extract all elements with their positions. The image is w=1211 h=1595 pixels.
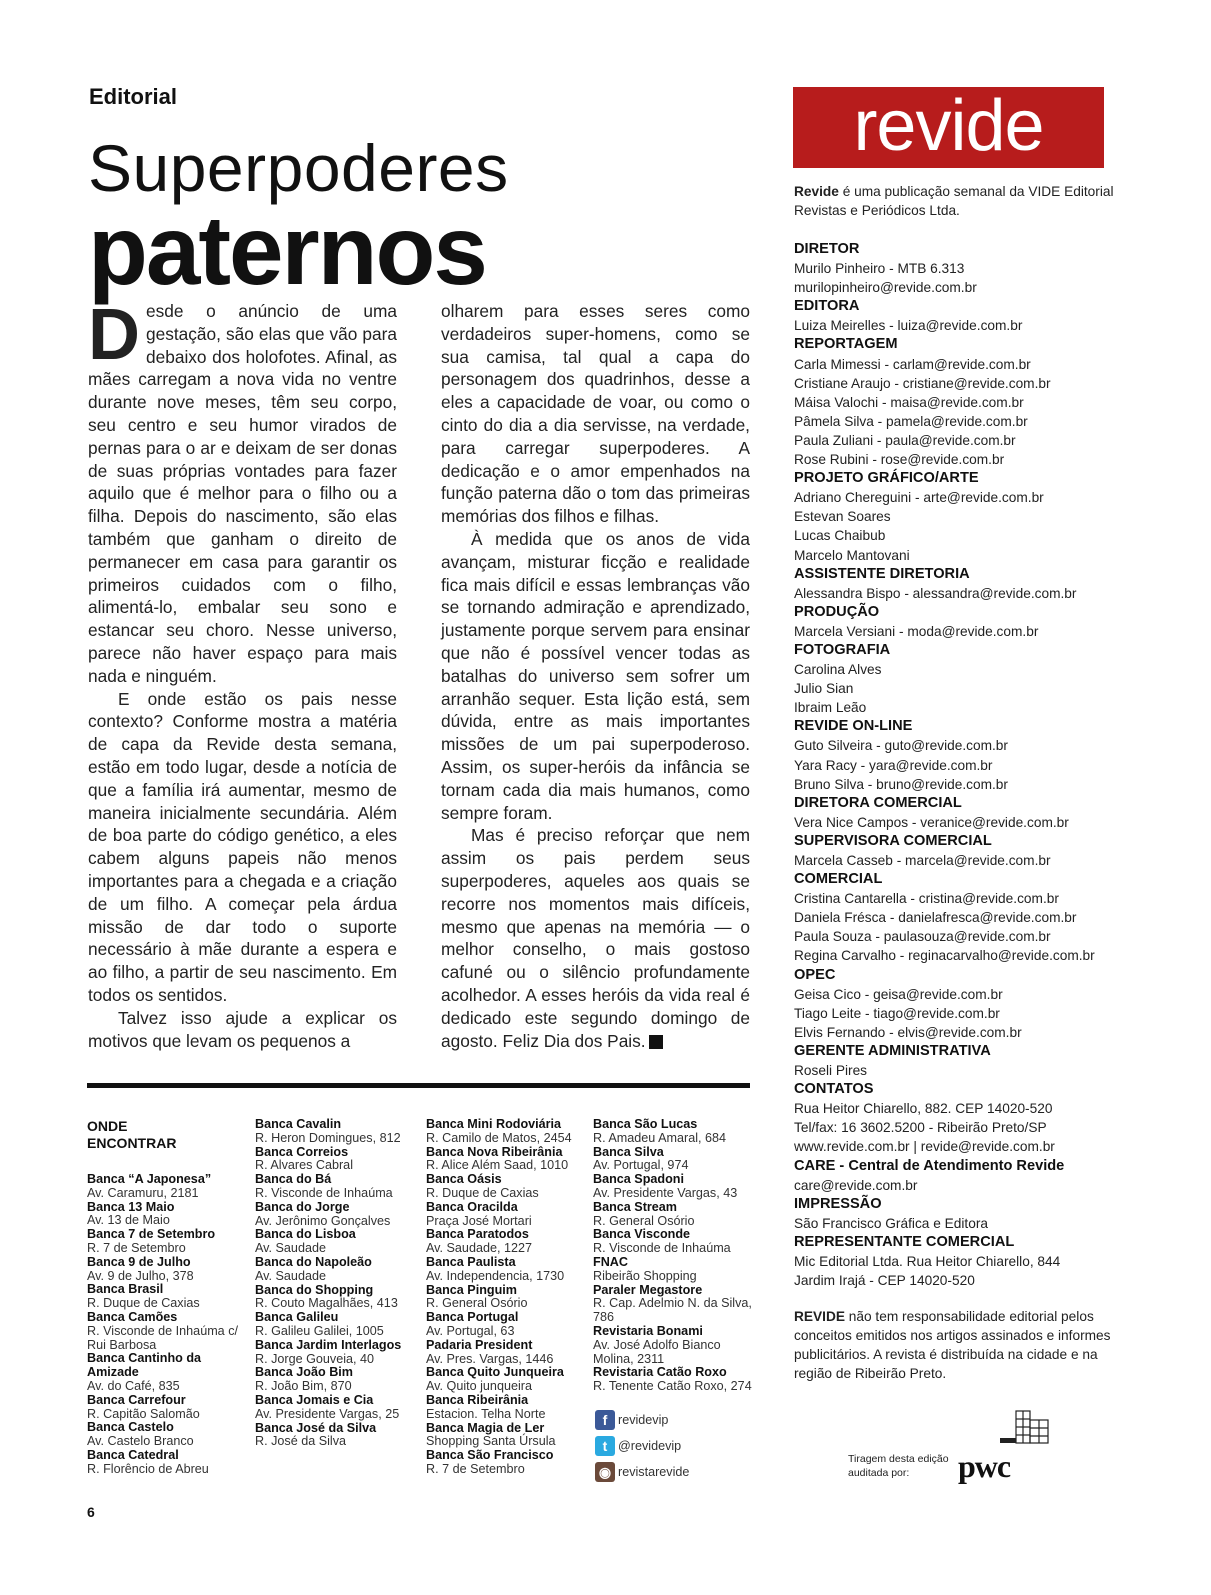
store-name: Banca Spadoni bbox=[593, 1172, 684, 1187]
instagram-icon: ◉ bbox=[595, 1462, 615, 1482]
staff-role: ASSISTENTE DIRETORIA bbox=[794, 565, 970, 582]
store-address: R. Heron Domingues, 812 bbox=[255, 1130, 401, 1145]
store-address: Av. José Adolfo Bianco Molina, 2311 bbox=[593, 1337, 721, 1366]
store-name: Banca do Bá bbox=[255, 1172, 332, 1187]
store-address: R. Visconde de Inhaúma bbox=[593, 1241, 731, 1256]
staff-entry: Rose Rubini - rose@revide.com.br bbox=[794, 452, 1005, 468]
staff-entry: Paula Zuliani - paula@revide.com.br bbox=[794, 432, 1016, 448]
store-list-column-3 bbox=[426, 1118, 586, 1477]
store-name: Banca José da Silva bbox=[255, 1420, 377, 1435]
instagram-handle[interactable]: revistarevide bbox=[618, 1465, 690, 1479]
staff-entry: murilopinheiro@revide.com.br bbox=[794, 280, 977, 296]
store-name: Banca Stream bbox=[593, 1199, 677, 1214]
staff-entry: care@revide.com.br bbox=[794, 1177, 918, 1193]
masthead-desc-text: é uma publicação semanal da VIDE Editorial Revistas e Periódicos Ltda. bbox=[794, 184, 1114, 218]
twitter-handle[interactable]: @revidevip bbox=[618, 1439, 682, 1453]
store-address: R. Visconde de Inhaúma bbox=[255, 1185, 393, 1200]
store-name: Banca Nova Ribeirânia bbox=[426, 1144, 563, 1159]
store-name: Banca Paulista bbox=[426, 1254, 516, 1269]
staff-role: PRODUÇÃO bbox=[794, 603, 880, 620]
store-name: Paraler Megastore bbox=[593, 1282, 703, 1297]
store-name: Banca Cavalin bbox=[255, 1117, 342, 1131]
store-list-column-1 bbox=[87, 1173, 247, 1477]
article-paragraph-5: À medida que os anos de vida avançam, misturar ficção e realidade fica mais difícil e essas lembranças vão se tornando admiração e aprendizado, justamente porque servem para ensinar que não é possível vencer todas as batalhas do universo sem sofrer um arranhão sequer. Esta lição está, sem dúvida, entre as mais importantes missões de um pai superpoderoso. Assim, os super-heróis da infância se tornam cada dia mais humanos, como sempre foram. bbox=[441, 528, 750, 823]
staff-entry: Yara Racy - yara@revide.com.br bbox=[794, 757, 993, 773]
staff-entry: Julio Sian bbox=[794, 681, 854, 697]
staff-entry: Regina Carvalho - reginacarvalho@revide.com.br bbox=[794, 948, 1095, 964]
staff-entry: Elvis Fernando - elvis@revide.com.br bbox=[794, 1024, 1022, 1040]
store-address: R. Florêncio de Abreu bbox=[87, 1461, 209, 1476]
store-address: Av. 9 de Julho, 378 bbox=[87, 1268, 194, 1283]
pwc-building-icon bbox=[1000, 1410, 1050, 1444]
store-name: FNAC bbox=[593, 1254, 628, 1269]
store-address: Av. Pres. Vargas, 1446 bbox=[426, 1351, 554, 1366]
store-name: Banca Pinguim bbox=[426, 1282, 517, 1297]
staff-entry: Marcela Versiani - moda@revide.com.br bbox=[794, 623, 1039, 639]
article-paragraph-3: Talvez isso ajude a explicar os motivos que levam os pequenos a bbox=[88, 1007, 397, 1051]
pwc-logo: pwc bbox=[958, 1448, 1011, 1484]
staff-role: IMPRESSÃO bbox=[794, 1195, 882, 1212]
staff-role: REVIDE ON-LINE bbox=[794, 718, 913, 735]
staff-entry: Guto Silveira - guto@revide.com.br bbox=[794, 738, 1008, 754]
store-address: R. Alice Além Saad, 1010 bbox=[426, 1158, 569, 1173]
staff-role: REPORTAGEM bbox=[794, 336, 898, 353]
store-address: Av. Jerônimo Gonçalves bbox=[255, 1213, 391, 1228]
staff-entry: Estevan Soares bbox=[794, 509, 891, 525]
store-address: R. João Bim, 870 bbox=[255, 1379, 352, 1394]
store-name: Banca Camões bbox=[87, 1309, 178, 1324]
store-address: R. Cap. Adelmio N. da Silva, 786 bbox=[593, 1296, 752, 1325]
store-address: Av. Presidente Vargas, 43 bbox=[593, 1185, 738, 1200]
store-name: Banca do Jorge bbox=[255, 1199, 350, 1214]
store-address: Av. Quito junqueira bbox=[426, 1379, 532, 1394]
store-address: R. Visconde de Inhaúma c/ Rui Barbosa bbox=[87, 1323, 238, 1352]
store-address: R. General Osório bbox=[426, 1296, 528, 1311]
staff-entry: Mic Editorial Ltda. Rua Heitor Chiarello, 844 bbox=[794, 1253, 1061, 1269]
store-name: Banca “A Japonesa” bbox=[87, 1172, 212, 1186]
staff-entry: www.revide.com.br | revide@revide.com.br bbox=[794, 1139, 1055, 1155]
store-name: Banca Jomais e Cia bbox=[255, 1392, 374, 1407]
store-name: Banca Oracilda bbox=[426, 1199, 518, 1214]
store-address: Shopping Santa Úrsula bbox=[426, 1434, 556, 1449]
staff-list bbox=[794, 240, 1124, 1290]
store-address: R. Couto Magalhães, 413 bbox=[255, 1296, 398, 1311]
staff-role: COMERCIAL bbox=[794, 871, 883, 888]
staff-entry: Marcela Casseb - marcela@revide.com.br bbox=[794, 853, 1051, 868]
staff-entry: Roseli Pires bbox=[794, 1063, 868, 1079]
store-address: R. José da Silva bbox=[255, 1434, 346, 1449]
staff-role: SUPERVISORA COMERCIAL bbox=[794, 832, 992, 849]
article-paragraph-6: Mas é preciso reforçar que nem assim os pais perdem seus superpoderes, aqueles aos quais se recorre nos momentos mais difíceis, mesmo que apenas na memória — o melhor conselho, o mais gostoso cafuné ou o silêncio profundamente acolhedor. A esses heróis da vida real é dedicado este segundo domingo de agosto. Feliz Dia dos Pais. bbox=[441, 825, 750, 1051]
store-name: Banca 13 Maio bbox=[87, 1199, 175, 1214]
revide-logo-text: revide bbox=[853, 86, 1044, 166]
staff-role: EDITORA bbox=[794, 298, 860, 315]
masthead-description bbox=[794, 182, 1114, 220]
store-name: Revistaria Catão Roxo bbox=[593, 1365, 727, 1380]
staff-entry: Jardim Irajá - CEP 14020-520 bbox=[794, 1273, 975, 1289]
store-name: Banca Visconde bbox=[593, 1227, 691, 1242]
masthead-desc-brand: Revide bbox=[794, 184, 839, 199]
staff-entry: Carla Mimessi - carlam@revide.com.br bbox=[794, 356, 1031, 372]
staff-entry: Marcelo Mantovani bbox=[794, 547, 910, 563]
store-address: R. Alvares Cabral bbox=[255, 1158, 353, 1173]
store-address: Av. Castelo Branco bbox=[87, 1434, 194, 1449]
revide-logo bbox=[793, 87, 1104, 168]
store-address: Av. 13 de Maio bbox=[87, 1213, 170, 1228]
store-name: Banca Portugal bbox=[426, 1310, 519, 1325]
store-name: Banca Castelo bbox=[87, 1420, 174, 1435]
headline-light: Superpoderes bbox=[88, 131, 509, 205]
staff-role: REPRESENTANTE COMERCIAL bbox=[794, 1233, 1015, 1250]
store-address: R. Camilo de Matos, 2454 bbox=[426, 1130, 572, 1145]
staff-entry: Tiago Leite - tiago@revide.com.br bbox=[794, 1005, 1000, 1021]
store-address: R. Capitão Salomão bbox=[87, 1406, 200, 1421]
staff-entry: Cristiane Araujo - cristiane@revide.com.br bbox=[794, 375, 1051, 391]
store-name: Banca Paratodos bbox=[426, 1227, 529, 1242]
staff-entry: São Francisco Gráfica e Editora bbox=[794, 1215, 988, 1231]
article-column-right bbox=[441, 300, 750, 1052]
staff-entry: Paula Souza - paulasouza@revide.com.br bbox=[794, 929, 1051, 945]
store-address: R. General Osório bbox=[593, 1213, 695, 1228]
staff-role: FOTOGRAFIA bbox=[794, 641, 891, 658]
facebook-icon: f bbox=[595, 1410, 615, 1430]
staff-entry: Alessandra Bispo - alessandra@revide.com.br bbox=[794, 585, 1077, 601]
article-paragraph-4: olharem para esses seres como verdadeiros super-homens, como se sua camisa, tal qual a capa do personagem dos quadrinhos, desse a eles a capacidade de voar, ou como o cinto do dia a dia servisse, na verdade, para carregar superpoderes. A dedicação e o amor empenhados na função paterna dão o tom das primeiras memórias dos filhos e filhas. bbox=[441, 301, 750, 527]
store-address: Av. Portugal, 974 bbox=[593, 1158, 689, 1173]
headline-bold: paternos bbox=[88, 195, 486, 305]
store-name: Banca Galileu bbox=[255, 1310, 339, 1325]
store-name: Banca Correios bbox=[255, 1144, 349, 1159]
staff-entry: Rua Heitor Chiarello, 882. CEP 14020-520 bbox=[794, 1101, 1053, 1117]
disclaimer-text: não tem responsabilidade editorial pelos conceitos emitidos nos artigos assinados e informes publicitários. A revista é distribuída na cidade e na região de Ribeirão Preto. bbox=[794, 1309, 1111, 1382]
staff-entry: Luiza Meirelles - luiza@revide.com.br bbox=[794, 318, 1023, 334]
twitter-icon: t bbox=[595, 1436, 615, 1456]
store-address: Praça José Mortari bbox=[426, 1213, 532, 1228]
staff-entry: Cristina Cantarella - cristina@revide.com.br bbox=[794, 891, 1059, 907]
store-list-column-2 bbox=[255, 1118, 415, 1449]
staff-entry: Ibraim Leão bbox=[794, 700, 867, 716]
article-paragraph-2: E onde estão os pais nesse contexto? Conforme mostra a matéria de capa da Revide desta semana, estão em todo lugar, desde a notícia de que a família irá aumentar, mesmo de maneira inicialmente secundária. Além de boa parte do código genético, a eles cabem alguns papeis não menos importantes para a chegada e a criação de um filho. A começar pela árdua missão de dar todo o suporte necessário à mãe durante a espera e ao filho, a partir de seu nascimento. Em todos os sentidos. bbox=[88, 688, 397, 1005]
store-address: R. Jorge Gouveia, 40 bbox=[255, 1351, 375, 1366]
store-address: R. Duque de Caxias bbox=[426, 1185, 539, 1200]
staff-entry: Murilo Pinheiro - MTB 6.313 bbox=[794, 261, 965, 277]
store-address: Av. Presidente Vargas, 25 bbox=[255, 1406, 400, 1421]
store-name: Banca Mini Rodoviária bbox=[426, 1117, 562, 1131]
staff-entry: Adriano Chereguini - arte@revide.com.br bbox=[794, 490, 1044, 506]
where-to-find-title: ONDE ENCONTRAR bbox=[87, 1118, 177, 1151]
store-list-column-4 bbox=[593, 1118, 753, 1394]
store-name: Revistaria Bonami bbox=[593, 1323, 703, 1338]
store-address: Av. Portugal, 63 bbox=[426, 1323, 515, 1338]
staff-role: OPEC bbox=[794, 966, 836, 983]
store-address: Ribeirão Shopping bbox=[593, 1268, 697, 1283]
store-name: Padaria President bbox=[426, 1337, 533, 1352]
disclaimer bbox=[794, 1307, 1114, 1383]
dropcap: D bbox=[88, 295, 140, 375]
store-address: R. Tenente Catão Roxo, 274 bbox=[593, 1379, 752, 1394]
staff-entry: Pâmela Silva - pamela@revide.com.br bbox=[794, 413, 1028, 429]
disclaimer-brand: REVIDE bbox=[794, 1309, 845, 1324]
store-name: Banca João Bim bbox=[255, 1365, 353, 1380]
store-name: Banca Catedral bbox=[87, 1447, 179, 1462]
store-name: Banca São Lucas bbox=[593, 1117, 698, 1131]
staff-role: DIRETORA COMERCIAL bbox=[794, 794, 962, 811]
store-name: Banca Ribeirânia bbox=[426, 1392, 529, 1407]
staff-entry: Máisa Valochi - maisa@revide.com.br bbox=[794, 394, 1024, 410]
store-address: R. 7 de Setembro bbox=[87, 1240, 186, 1255]
facebook-handle[interactable]: revidevip bbox=[618, 1413, 669, 1427]
staff-entry: Lucas Chaibub bbox=[794, 528, 886, 544]
store-name: Banca Brasil bbox=[87, 1282, 164, 1297]
social-facebook[interactable] bbox=[595, 1410, 668, 1430]
section-divider bbox=[87, 1083, 750, 1088]
staff-entry: Tel/fax: 16 3602.5200 - Ribeirão Preto/SP bbox=[794, 1120, 1047, 1136]
staff-entry: Carolina Alves bbox=[794, 662, 882, 678]
staff-entry: Daniela Frésca - danielafresca@revide.com.br bbox=[794, 910, 1077, 926]
staff-entry: Vera Nice Campos - veranice@revide.com.br bbox=[794, 814, 1069, 830]
article-paragraph-1: esde o anúncio de uma gestação, são elas que vão para debaixo dos holofotes. Afinal, as mães carregam a nova vida no ventre durante nove meses, têm seu corpo, seu centro e seu humor virados de pernas para o ar e deixam de ser donas de suas próprias vontades para fazer aquilo que é melhor para o filho ou a filha. Depois do nascimento, são elas também que ganham o direito de permanecer em casa para garantir os primeiros cuidados com o filho, alimentá-lo, embalar seu sono e estancar seu choro. Nesse universo, parece não haver espaço para mais nada e ninguém. bbox=[88, 301, 397, 686]
store-address: Estacion. Telha Norte bbox=[426, 1406, 546, 1421]
store-name: Banca Silva bbox=[593, 1144, 664, 1159]
store-address: R. Duque de Caxias bbox=[87, 1296, 200, 1311]
store-name: Banca 7 de Setembro bbox=[87, 1227, 216, 1242]
staff-role: GERENTE ADMINISTRATIVA bbox=[794, 1042, 991, 1059]
article-column-left bbox=[88, 295, 397, 1052]
end-mark-icon: r bbox=[649, 1035, 663, 1049]
store-name: Banca Magia de Ler bbox=[426, 1420, 545, 1435]
store-name: Banca do Shopping bbox=[255, 1282, 374, 1297]
store-name: Banca São Francisco bbox=[426, 1448, 554, 1463]
store-name: Banca Carrefour bbox=[87, 1392, 186, 1407]
store-name: Banca Jardim Interlagos bbox=[255, 1337, 402, 1352]
staff-role: PROJETO GRÁFICO/ARTE bbox=[794, 470, 979, 487]
store-address: Av. Saudade bbox=[255, 1268, 326, 1283]
store-address: R. 7 de Setembro bbox=[426, 1461, 525, 1476]
store-address: R. Galileu Galilei, 1005 bbox=[255, 1323, 384, 1338]
store-address: Av. do Café, 835 bbox=[87, 1378, 180, 1393]
store-address: Av. Caramuru, 2181 bbox=[87, 1185, 199, 1200]
store-name: Banca do Napoleão bbox=[255, 1254, 372, 1269]
store-address: Av. Saudade bbox=[255, 1241, 326, 1256]
social-instagram[interactable] bbox=[595, 1462, 689, 1482]
store-name: Banca 9 de Julho bbox=[87, 1254, 191, 1269]
store-name: Banca Oásis bbox=[426, 1172, 502, 1187]
staff-role: CONTATOS bbox=[794, 1081, 874, 1098]
page-number: 6 bbox=[87, 1504, 95, 1520]
staff-role: DIRETOR bbox=[794, 241, 860, 257]
staff-entry: Geisa Cico - geisa@revide.com.br bbox=[794, 986, 1003, 1002]
staff-entry: Bruno Silva - bruno@revide.com.br bbox=[794, 776, 1008, 792]
staff-role: CARE - Central de Atendimento Revide bbox=[794, 1157, 1065, 1174]
section-label: Editorial bbox=[89, 84, 178, 109]
store-address: R. Amadeu Amaral, 684 bbox=[593, 1130, 727, 1145]
store-name: Banca Cantinho da Amizade bbox=[87, 1351, 202, 1380]
audit-text: Tiragem desta edição auditada por: bbox=[848, 1453, 949, 1479]
social-twitter[interactable] bbox=[595, 1436, 681, 1456]
store-address: Av. Saudade, 1227 bbox=[426, 1241, 532, 1256]
store-address: Av. Independencia, 1730 bbox=[426, 1268, 565, 1283]
store-name: Banca Quito Junqueira bbox=[426, 1365, 564, 1380]
store-name: Banca do Lisboa bbox=[255, 1227, 356, 1242]
